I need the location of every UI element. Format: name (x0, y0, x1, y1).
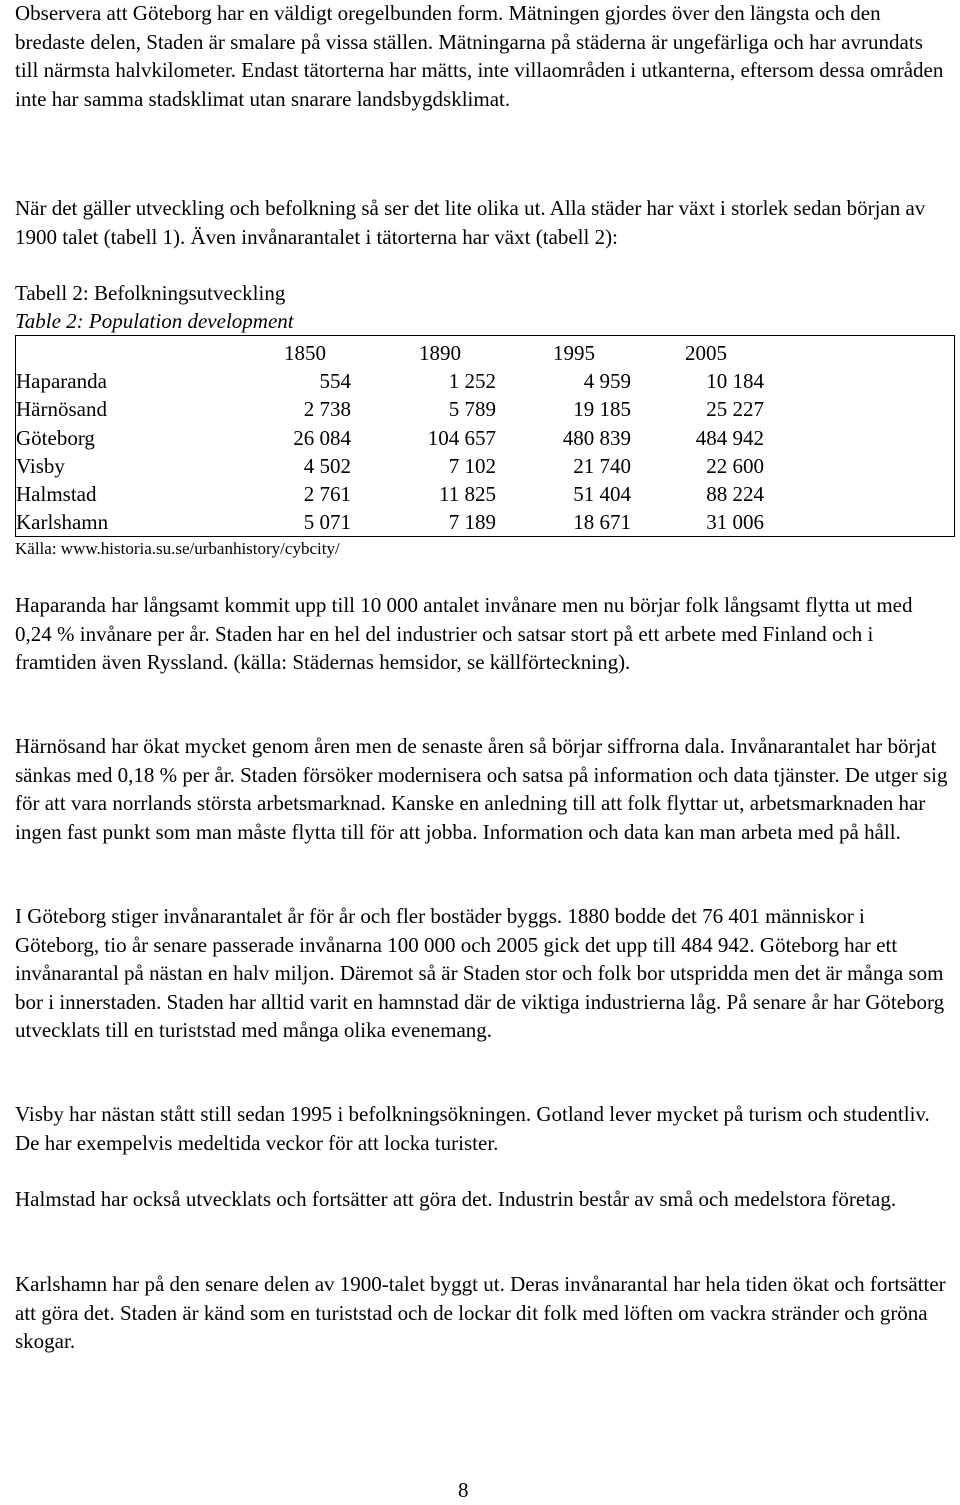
year-header: 2005 (685, 341, 727, 365)
population-cell: 11 825 (439, 482, 496, 506)
city-name: Karlshamn (16, 510, 109, 534)
population-cell: 21 740 (573, 454, 631, 478)
population-cell: 554 (319, 369, 351, 393)
intro-paragraph: Observera att Göteborg har en väldigt oregelbunden form. Mätningen gjordes över den längsta och den bredaste delen, Staden är smalare på vissa ställen. Mätningarna på städerna är ungefärliga och har avrundats till närmsta halvkilometer. Endast tätorterna har mätts, inte villaområden i utkanterna, eftersom dessa områden inte har samma stadsklimat utan snarare landsbygdsklimat. (15, 1, 944, 111)
population-cell: 1 252 (448, 369, 496, 393)
population-cell: 480 839 (562, 426, 631, 450)
table-row (16, 424, 954, 452)
table-row (16, 367, 954, 395)
population-cell: 22 600 (706, 454, 764, 478)
population-cell: 484 942 (695, 426, 764, 450)
table-header-row (16, 339, 954, 367)
page-number: 8 (458, 1478, 469, 1502)
population-cell: 2 738 (303, 397, 351, 421)
population-cell: 2 761 (303, 482, 351, 506)
population-table (15, 335, 955, 537)
population-cell: 25 227 (706, 397, 764, 421)
population-cell: 7 102 (448, 454, 496, 478)
population-cell: 104 657 (427, 426, 496, 450)
population-cell: 88 224 (706, 482, 764, 506)
harnosand-paragraph: Härnösand har ökat mycket genom åren men de senaste åren så börjar siffrorna dala. Invånarantalet har börjat sänkas med 0,18 % per år. Staden försöker modernisera och satsa på information och data tjänster. De utger sig för att vara norrlands största arbetsmarknad. Kanske en anledning till att folk flyttar ut, arbetsmarknaden har ingen fast punkt som man måste flytta till för att jobba. Information och data kan man arbeta med på håll. (15, 734, 948, 844)
population-cell: 18 671 (573, 510, 631, 534)
table-row (16, 395, 954, 423)
karlshamn-paragraph: Karlshamn har på den senare delen av 1900-talet byggt ut. Deras invånarantal har hela tiden ökat och fortsätter att göra det. Staden är känd som en turiststad och de lockar dit folk med löften om vackra stränder och gröna skogar. (15, 1272, 946, 1353)
visby-paragraph: Visby har nästan stått still sedan 1995 i befolkningsökningen. Gotland lever mycket på turism och studentliv. De har exempelvis medeltida veckor för att locka turister. (15, 1102, 930, 1155)
population-cell: 5 789 (448, 397, 496, 421)
table-source: Källa: www.historia.su.se/urbanhistory/cybcity/ (15, 539, 340, 558)
table-caption-swedish: Tabell 2: Befolkningsutveckling (15, 281, 286, 305)
city-name: Visby (16, 454, 65, 478)
city-name: Härnösand (16, 397, 107, 421)
year-header: 1890 (419, 341, 461, 365)
table-row (16, 452, 954, 480)
population-cell: 26 084 (293, 426, 351, 450)
city-name: Göteborg (16, 426, 95, 450)
table-row (16, 480, 954, 508)
city-name: Halmstad (16, 482, 97, 506)
population-cell: 19 185 (573, 397, 631, 421)
population-cell: 4 502 (303, 454, 351, 478)
development-paragraph: När det gäller utveckling och befolkning så ser det lite olika ut. Alla städer har växt i storlek sedan början av 1900 talet (tabell 1). Även invånarantalet i tätorterna har växt (tabell 2): (15, 196, 926, 249)
population-cell: 51 404 (573, 482, 631, 506)
halmstad-paragraph: Halmstad har också utvecklats och fortsätter att göra det. Industrin består av små och medelstora företag. (15, 1187, 897, 1211)
population-cell: 10 184 (706, 369, 764, 393)
population-cell: 7 189 (448, 510, 496, 534)
population-cell: 31 006 (706, 510, 764, 534)
population-cell: 5 071 (303, 510, 351, 534)
year-header: 1850 (284, 341, 326, 365)
haparanda-paragraph: Haparanda har långsamt kommit upp till 10 000 antalet invånare men nu börjar folk långsamt flytta ut med 0,24 % invånare per år. Staden har en hel del industrier och satsar stort på ett arbete med Finland och i framtiden även Ryssland. (källa: Städernas hemsidor, se källförteckning). (15, 593, 913, 674)
table-caption-english: Table 2: Population development (15, 309, 294, 333)
table-row (16, 508, 954, 536)
year-header: 1995 (553, 341, 595, 365)
goteborg-paragraph: I Göteborg stiger invånarantalet år för år och fler bostäder byggs. 1880 bodde det 76 401 människor i Göteborg, tio år senare passerade invånarna 100 000 och 2005 gick det upp till 484 942. Göteborg har ett invånarantal på nästan en halv miljon. Däremot så är Staden stor och folk bor utspridda men det är många som bor i innerstaden. Staden har alltid varit en hamnstad där de viktiga industrierna låg. På senare år har Göteborg utvecklats till en turiststad med många olika evenemang. (15, 904, 945, 1042)
population-cell: 4 959 (583, 369, 631, 393)
city-name: Haparanda (16, 369, 107, 393)
